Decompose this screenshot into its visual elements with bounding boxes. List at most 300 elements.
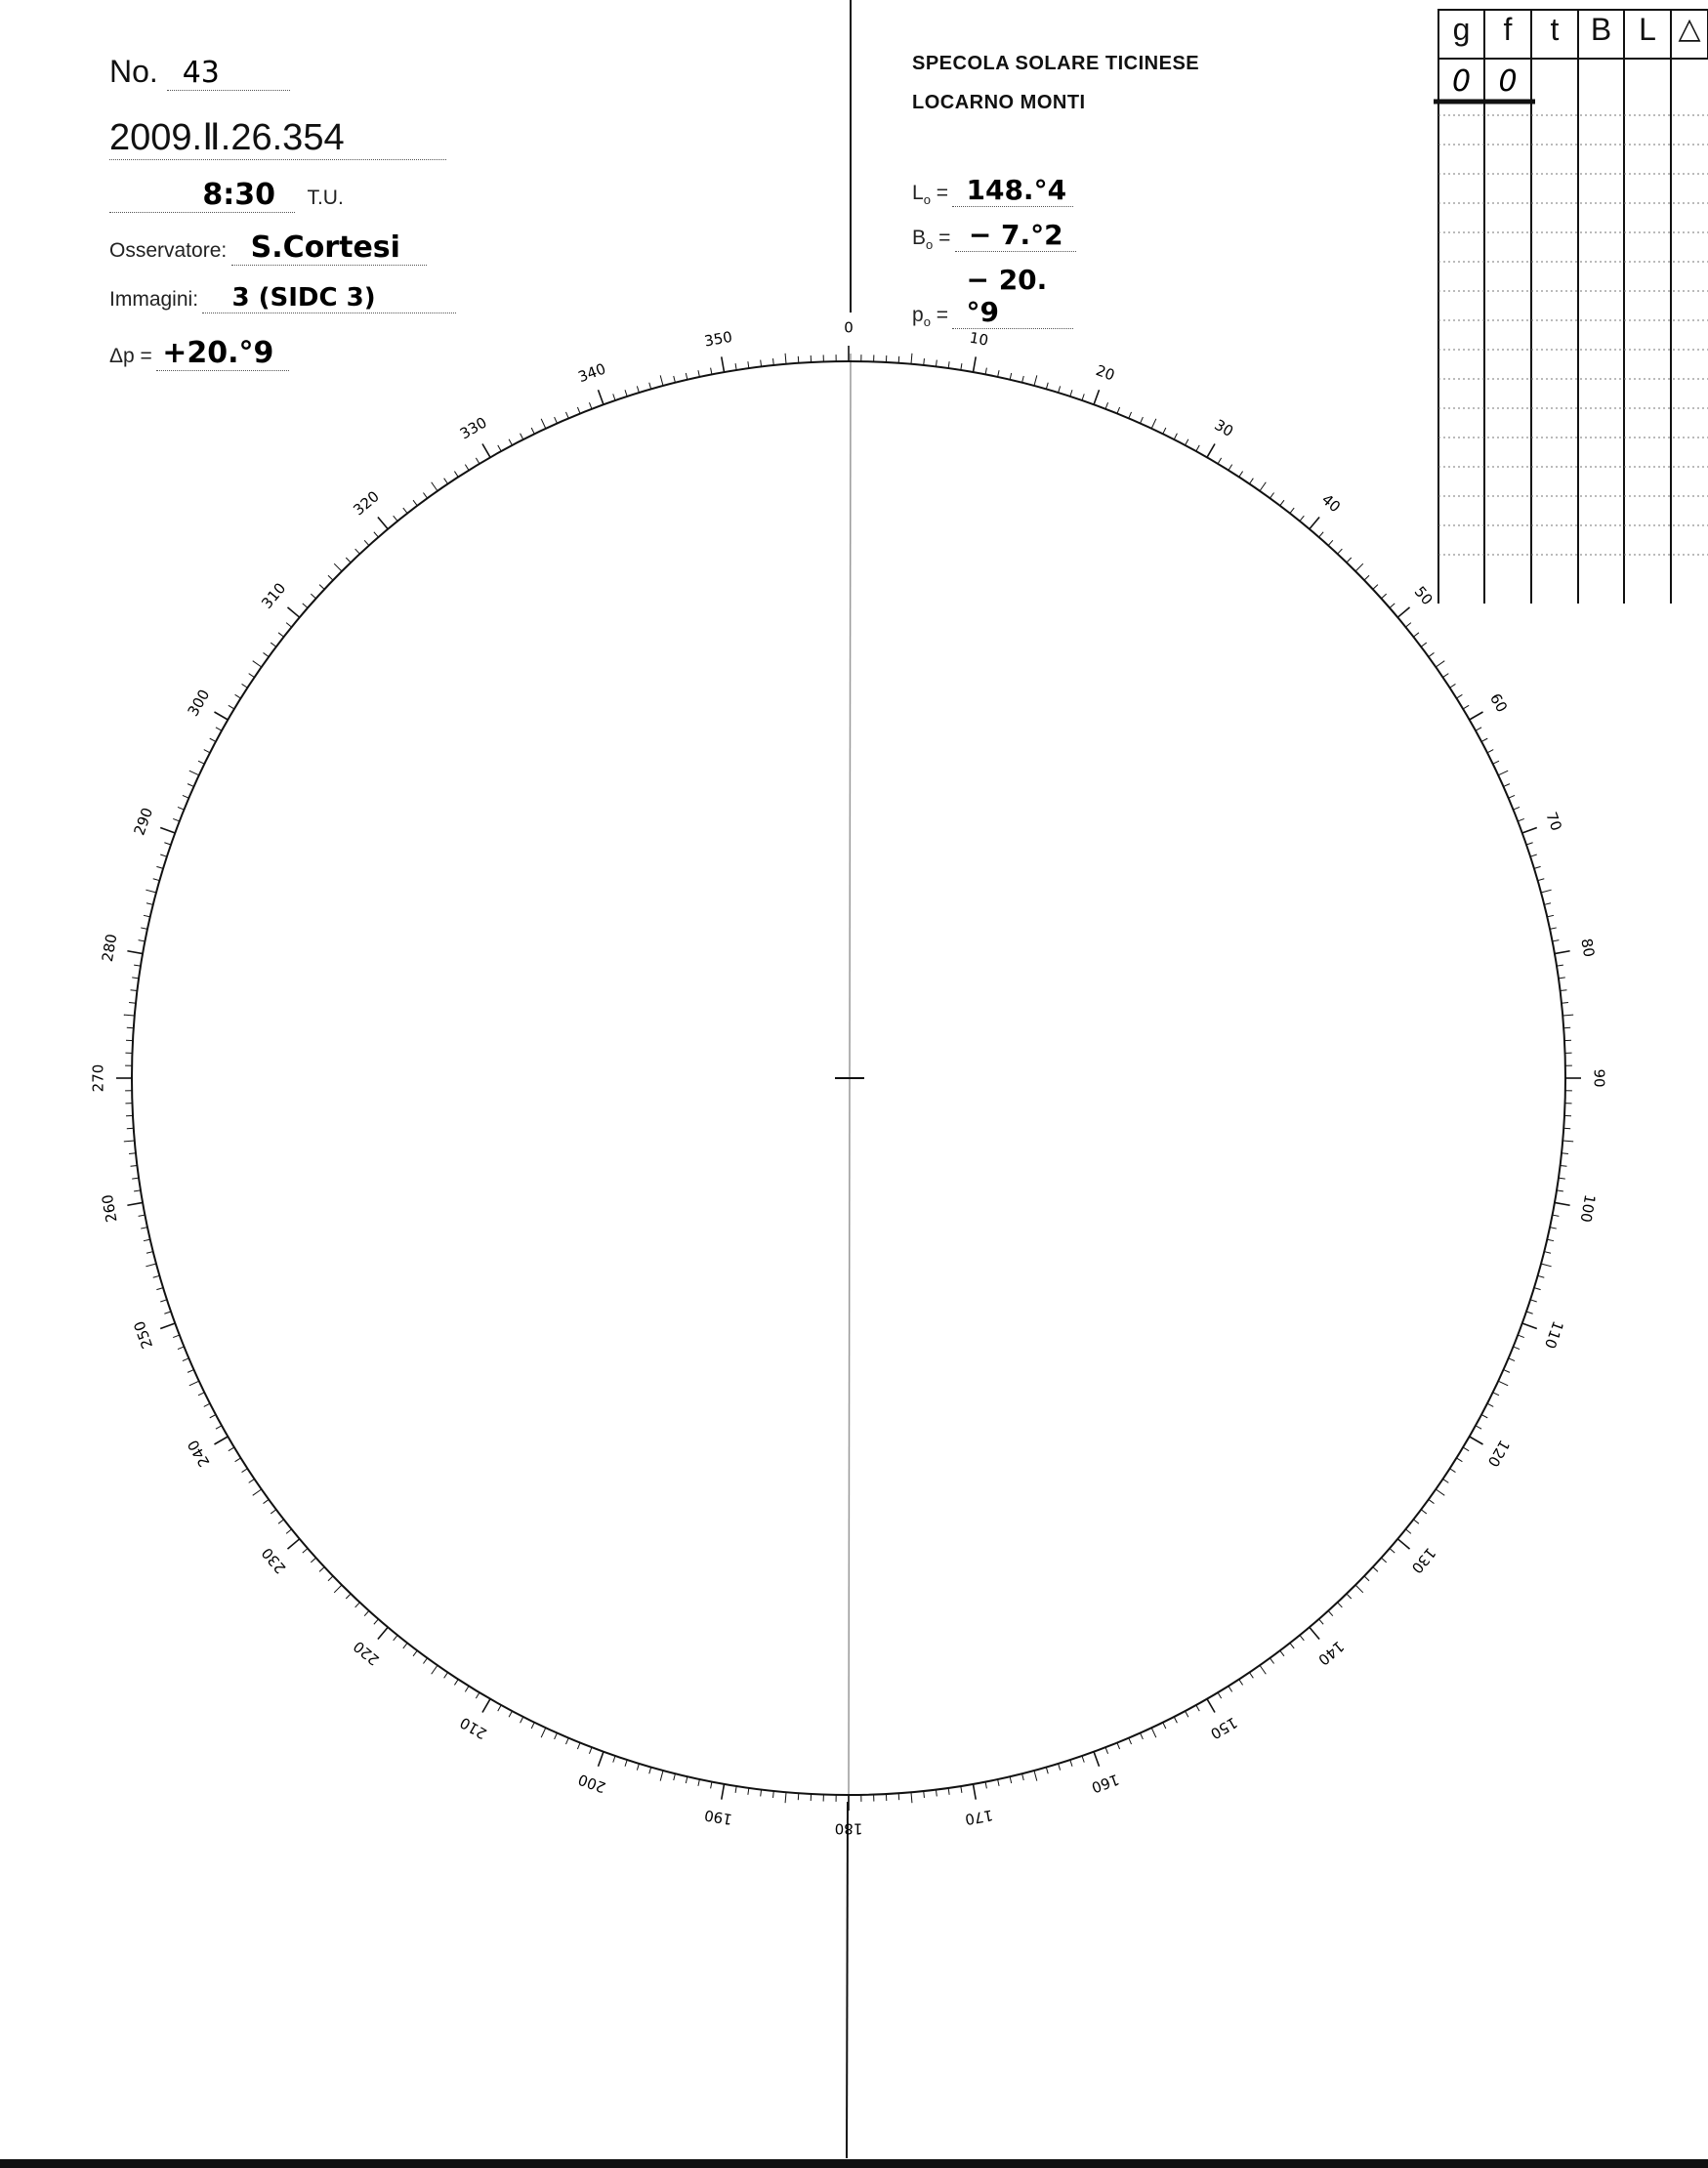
degree-tick bbox=[1518, 1335, 1524, 1338]
degree-tick bbox=[1509, 1358, 1515, 1361]
degree-tick bbox=[198, 761, 204, 764]
degree-tick bbox=[722, 1784, 725, 1800]
degree-tick bbox=[413, 1650, 417, 1656]
degree-label: 40 bbox=[1317, 490, 1345, 517]
degree-label: 30 bbox=[1211, 415, 1237, 441]
B0-label: $B_o$ = bbox=[912, 227, 951, 253]
degree-tick bbox=[146, 890, 156, 893]
degree-tick bbox=[1559, 1178, 1565, 1179]
col-t: t bbox=[1550, 12, 1560, 47]
degree-tick bbox=[198, 1393, 204, 1396]
degree-tick bbox=[1094, 390, 1099, 404]
degree-label: 100 bbox=[1576, 1192, 1600, 1225]
degree-tick bbox=[1498, 1381, 1508, 1386]
degree-tick bbox=[1186, 1711, 1188, 1717]
degree-tick bbox=[948, 1788, 949, 1795]
degree-tick bbox=[153, 1275, 160, 1277]
degree-tick bbox=[144, 1239, 150, 1241]
degree-tick bbox=[1196, 445, 1199, 451]
degree-tick bbox=[498, 1705, 501, 1711]
col-f: f bbox=[1503, 12, 1513, 47]
degree-tick bbox=[214, 712, 228, 720]
degree-tick bbox=[334, 563, 342, 571]
degree-tick bbox=[253, 661, 262, 667]
degree-tick bbox=[649, 1768, 651, 1774]
sunspot-table-grid bbox=[1434, 10, 1708, 604]
degree-tick bbox=[1557, 1190, 1563, 1191]
degree-tick bbox=[178, 1347, 184, 1350]
degree-tick bbox=[286, 1529, 291, 1533]
degree-tick bbox=[319, 585, 324, 590]
degree-tick bbox=[1443, 1479, 1449, 1482]
degree-tick bbox=[1553, 1215, 1560, 1216]
degree-tick bbox=[1280, 500, 1284, 506]
degree-tick bbox=[1355, 563, 1363, 571]
degree-tick bbox=[1421, 1510, 1427, 1514]
degree-tick bbox=[187, 784, 193, 787]
degree-tick bbox=[1405, 623, 1410, 627]
degree-tick bbox=[1207, 1699, 1215, 1713]
degree-tick bbox=[1413, 1520, 1419, 1523]
degree-tick bbox=[1094, 1752, 1099, 1767]
degree-tick bbox=[465, 465, 469, 471]
L0-value: 148.°4 bbox=[952, 174, 1073, 207]
degree-tick bbox=[1429, 1499, 1435, 1503]
degree-tick bbox=[139, 940, 146, 941]
time-unit: T.U. bbox=[307, 187, 344, 209]
degree-tick bbox=[1010, 373, 1012, 380]
degree-tick bbox=[482, 443, 490, 457]
degree-tick bbox=[1481, 1415, 1487, 1418]
degree-tick bbox=[1562, 1141, 1573, 1142]
degree-tick bbox=[1218, 458, 1222, 464]
degree-tick bbox=[961, 363, 962, 370]
degree-tick bbox=[1163, 428, 1166, 434]
col-g: g bbox=[1452, 12, 1471, 47]
table-rows bbox=[1438, 115, 1708, 555]
degree-tick bbox=[985, 1782, 986, 1789]
degree-tick bbox=[1338, 1603, 1343, 1607]
degree-tick bbox=[1555, 1202, 1570, 1205]
degree-tick bbox=[1504, 784, 1510, 787]
degree-tick bbox=[1436, 1489, 1444, 1495]
degree-tick bbox=[1046, 383, 1048, 390]
degree-tick bbox=[1196, 1705, 1199, 1711]
degree-tick bbox=[531, 1723, 534, 1729]
degree-tick bbox=[973, 1784, 976, 1800]
degree-tick bbox=[521, 434, 523, 439]
degree-label: 130 bbox=[1407, 1544, 1439, 1577]
degree-tick bbox=[216, 1426, 222, 1429]
degree-label: 350 bbox=[702, 327, 734, 351]
degree-tick bbox=[253, 1489, 262, 1495]
degree-tick bbox=[1526, 1312, 1533, 1313]
degree-tick bbox=[1310, 517, 1319, 528]
degree-label: 240 bbox=[184, 1437, 214, 1471]
B0-value: − 7.°2 bbox=[955, 219, 1076, 252]
degree-tick bbox=[1498, 771, 1508, 775]
col-B: B bbox=[1590, 12, 1612, 47]
degree-tick bbox=[403, 1643, 407, 1648]
degree-tick bbox=[1117, 1743, 1120, 1749]
degree-tick bbox=[1364, 575, 1369, 580]
degree-tick bbox=[1381, 594, 1386, 599]
degree-tick bbox=[1547, 915, 1554, 917]
degree-tick bbox=[589, 1747, 592, 1754]
bottom-edge-band bbox=[0, 2159, 1708, 2168]
degree-tick bbox=[146, 903, 153, 905]
degree-tick bbox=[271, 1510, 276, 1514]
degree-tick bbox=[160, 855, 167, 856]
degree-tick bbox=[1514, 807, 1520, 810]
degree-tick bbox=[334, 1585, 342, 1593]
table-row bbox=[1438, 64, 1531, 99]
degree-tick bbox=[1476, 1426, 1481, 1429]
degree-tick bbox=[187, 1370, 193, 1373]
degree-tick bbox=[1260, 1665, 1266, 1674]
degree-tick bbox=[1290, 1643, 1294, 1648]
degree-tick bbox=[1413, 633, 1419, 637]
degree-tick bbox=[413, 500, 417, 506]
degree-tick bbox=[210, 738, 216, 741]
degree-tick bbox=[1450, 1469, 1456, 1473]
degree-tick bbox=[394, 1635, 397, 1640]
degree-tick bbox=[1070, 1760, 1072, 1767]
degree-tick bbox=[711, 368, 712, 375]
degree-tick bbox=[1397, 1539, 1409, 1549]
degree-tick bbox=[911, 1792, 912, 1803]
degree-label: 110 bbox=[1540, 1318, 1567, 1352]
degree-tick bbox=[509, 1711, 512, 1717]
degree-label: 20 bbox=[1093, 361, 1117, 385]
degree-tick bbox=[722, 356, 725, 372]
degree-tick bbox=[589, 402, 592, 409]
degree-tick bbox=[698, 1779, 699, 1786]
degree-tick bbox=[1373, 585, 1378, 590]
degree-tick bbox=[160, 827, 175, 832]
degree-tick bbox=[985, 368, 986, 375]
degree-tick bbox=[1514, 1347, 1520, 1350]
degree-tick bbox=[625, 1760, 627, 1767]
degree-tick bbox=[748, 361, 749, 368]
degree-tick bbox=[936, 1790, 937, 1797]
degree-tick bbox=[660, 1771, 663, 1781]
degree-label: 210 bbox=[456, 1713, 490, 1743]
degree-tick bbox=[444, 479, 448, 484]
degree-tick bbox=[577, 407, 580, 413]
degree-tick bbox=[1022, 376, 1024, 383]
degree-tick bbox=[129, 1003, 136, 1004]
degree-tick bbox=[127, 1202, 143, 1205]
degree-tick bbox=[1487, 1403, 1493, 1406]
degree-tick bbox=[287, 607, 299, 617]
degree-tick bbox=[1405, 1529, 1410, 1533]
degree-tick bbox=[132, 978, 139, 979]
degree-label: 50 bbox=[1410, 582, 1437, 609]
degree-tick bbox=[1456, 1458, 1462, 1462]
degree-tick bbox=[1562, 1003, 1568, 1004]
degree-tick bbox=[146, 1252, 153, 1254]
degree-tick bbox=[565, 1738, 568, 1744]
degree-tick bbox=[210, 1415, 216, 1418]
degree-tick bbox=[1129, 412, 1132, 418]
degree-tick bbox=[1463, 705, 1469, 709]
degree-tick bbox=[160, 1323, 175, 1328]
degree-tick bbox=[748, 1788, 749, 1795]
degree-tick bbox=[1105, 402, 1108, 409]
degree-tick bbox=[131, 990, 138, 991]
degree-tick bbox=[1522, 827, 1537, 832]
degree-tick bbox=[346, 1594, 351, 1599]
degree-label: 200 bbox=[575, 1770, 608, 1797]
degree-tick bbox=[1364, 1576, 1369, 1581]
degree-tick bbox=[1310, 1627, 1319, 1639]
degree-tick bbox=[444, 1673, 448, 1679]
time-value: 8:30 bbox=[109, 178, 295, 213]
degree-tick bbox=[1163, 1723, 1166, 1729]
degree-tick bbox=[153, 879, 160, 881]
degree-tick bbox=[1390, 604, 1395, 608]
degree-tick bbox=[686, 373, 687, 380]
degree-tick bbox=[649, 383, 651, 390]
degree-tick bbox=[773, 1791, 774, 1798]
degree-tick bbox=[1550, 1228, 1557, 1229]
degree-label: 170 bbox=[963, 1806, 995, 1829]
degree-tick bbox=[521, 1717, 523, 1723]
degree-tick bbox=[541, 1728, 546, 1737]
degree-tick bbox=[686, 1776, 687, 1783]
degree-tick bbox=[1487, 750, 1493, 753]
degree-label: 250 bbox=[130, 1318, 157, 1352]
degree-tick bbox=[1151, 1728, 1156, 1737]
degree-tick bbox=[1421, 643, 1427, 646]
degree-tick bbox=[1117, 407, 1120, 413]
degree-tick bbox=[1319, 1619, 1324, 1624]
degree-tick bbox=[1544, 903, 1551, 905]
degree-tick bbox=[1151, 419, 1156, 429]
degree-tick bbox=[660, 375, 663, 386]
degree-tick bbox=[1034, 1771, 1037, 1781]
degree-tick bbox=[454, 1680, 458, 1686]
degree-tick bbox=[355, 1603, 360, 1607]
degree-tick bbox=[141, 928, 147, 929]
degree-tick bbox=[235, 694, 241, 698]
degree-tick bbox=[613, 1756, 615, 1763]
degree-tick bbox=[476, 1692, 479, 1698]
degree-tick bbox=[1493, 1393, 1499, 1396]
degree-tick bbox=[1174, 434, 1177, 439]
degree-label: 310 bbox=[258, 579, 290, 612]
observatory-name: SPECOLA SOLARE TICINESE bbox=[912, 53, 1200, 74]
degree-tick bbox=[1397, 607, 1409, 617]
degree-tick bbox=[1373, 1567, 1378, 1572]
degree-tick bbox=[1249, 479, 1253, 484]
degree-tick bbox=[141, 1228, 147, 1229]
degree-tick bbox=[1300, 516, 1304, 521]
degree-tick bbox=[124, 1015, 135, 1016]
degree-tick bbox=[164, 1312, 171, 1313]
degree-label: 70 bbox=[1542, 810, 1565, 834]
degree-tick bbox=[1470, 1437, 1483, 1444]
degree-tick bbox=[146, 1264, 156, 1267]
degree-label: 80 bbox=[1577, 937, 1599, 959]
degree-tick bbox=[204, 1403, 210, 1406]
degree-tick bbox=[555, 1733, 558, 1739]
degree-tick bbox=[264, 1499, 270, 1503]
degree-label: 150 bbox=[1207, 1713, 1241, 1743]
degree-tick bbox=[1481, 738, 1487, 741]
degree-tick bbox=[613, 394, 615, 400]
cell-g: 0 bbox=[1451, 64, 1472, 99]
degree-tick bbox=[1456, 694, 1462, 698]
degree-tick bbox=[1328, 540, 1333, 545]
degree-tick bbox=[1530, 855, 1537, 856]
degree-tick bbox=[973, 356, 976, 372]
degree-tick bbox=[598, 1752, 603, 1767]
degree-tick bbox=[131, 1165, 138, 1166]
observatory-location: LOCARNO MONTI bbox=[912, 92, 1086, 113]
degree-tick bbox=[1338, 549, 1343, 554]
degree-tick bbox=[454, 472, 458, 478]
degree-tick bbox=[1229, 465, 1232, 471]
degree-tick bbox=[598, 390, 603, 404]
degree-tick bbox=[1319, 532, 1324, 537]
degree-tick bbox=[132, 1178, 139, 1179]
degree-label: 0 bbox=[844, 318, 854, 337]
degree-tick bbox=[1347, 558, 1352, 563]
degree-label: 180 bbox=[834, 1819, 863, 1838]
degree-tick bbox=[394, 516, 397, 521]
degree-tick bbox=[1557, 965, 1563, 966]
degree-tick bbox=[303, 604, 308, 608]
degree-tick bbox=[134, 965, 141, 966]
degree-label: 90 bbox=[1590, 1068, 1608, 1088]
degree-tick bbox=[204, 750, 210, 753]
degree-tick bbox=[346, 558, 351, 563]
degree-tick bbox=[1207, 443, 1215, 457]
degree-tick bbox=[948, 361, 949, 368]
degree-tick bbox=[911, 354, 912, 364]
lower-axis-line bbox=[847, 1802, 848, 2158]
degree-tick bbox=[1534, 1288, 1541, 1290]
degree-tick bbox=[1509, 795, 1515, 798]
degree-label: 190 bbox=[702, 1806, 734, 1829]
degree-tick bbox=[1436, 661, 1444, 667]
degree-tick bbox=[1141, 1733, 1144, 1739]
delta-p-value: +20.°9 bbox=[156, 336, 289, 371]
degree-tick bbox=[1522, 1323, 1537, 1328]
degree-tick bbox=[1260, 482, 1266, 491]
degree-tick bbox=[482, 1699, 490, 1713]
degree-tick bbox=[1010, 1776, 1012, 1783]
record-number-label: No. bbox=[109, 54, 158, 89]
degree-tick bbox=[961, 1786, 962, 1793]
degree-tick bbox=[1538, 1275, 1545, 1277]
degree-tick bbox=[287, 1539, 299, 1549]
degree-tick bbox=[423, 493, 427, 499]
degree-tick bbox=[1280, 1650, 1284, 1656]
degree-tick bbox=[1105, 1747, 1108, 1754]
degree-tick bbox=[173, 1335, 180, 1338]
degree-tick bbox=[1390, 1549, 1395, 1554]
degree-tick bbox=[378, 1627, 388, 1639]
degree-tick bbox=[271, 643, 276, 646]
degree-tick bbox=[1290, 508, 1294, 514]
p0-label: $p_o$ = bbox=[912, 304, 949, 330]
degree-tick bbox=[1300, 1635, 1304, 1640]
degree-tick bbox=[1270, 1658, 1273, 1664]
degree-tick bbox=[465, 1686, 469, 1691]
degree-tick bbox=[1082, 394, 1084, 400]
degree-tick bbox=[924, 358, 925, 365]
degree-tick bbox=[249, 674, 255, 678]
degree-tick bbox=[674, 376, 676, 383]
degree-tick bbox=[761, 1790, 762, 1797]
degree-tick bbox=[1059, 386, 1061, 393]
degree-tick bbox=[1174, 1717, 1177, 1723]
degree-tick bbox=[173, 818, 180, 821]
degree-tick bbox=[1082, 1756, 1084, 1763]
degree-tick bbox=[1544, 1252, 1551, 1254]
degree-tick bbox=[278, 633, 284, 637]
degree-tick bbox=[1450, 684, 1456, 688]
degree-tick bbox=[1553, 940, 1560, 941]
degree-tick bbox=[364, 540, 369, 545]
degree-tick bbox=[1561, 990, 1567, 991]
degree-tick bbox=[565, 412, 568, 418]
degree-tick bbox=[311, 594, 315, 599]
degree-tick bbox=[735, 363, 736, 370]
degree-tick bbox=[378, 517, 388, 528]
degree-tick bbox=[1518, 818, 1524, 821]
degree-tick bbox=[1429, 652, 1435, 656]
degree-tick bbox=[264, 652, 270, 656]
degree-tick bbox=[374, 1619, 379, 1624]
degree-tick bbox=[134, 1190, 141, 1191]
degree-tick bbox=[1059, 1764, 1061, 1771]
degree-tick bbox=[1530, 1300, 1537, 1302]
degree-tick bbox=[156, 1288, 163, 1290]
degree-tick bbox=[278, 1520, 284, 1523]
degree-tick bbox=[235, 1458, 241, 1462]
degree-label: 60 bbox=[1485, 689, 1512, 716]
degree-tick bbox=[355, 549, 360, 554]
degree-tick bbox=[936, 360, 937, 367]
degree-label: 300 bbox=[184, 686, 214, 720]
degree-tick bbox=[374, 532, 379, 537]
degree-tick bbox=[189, 1381, 199, 1386]
degree-tick bbox=[1476, 728, 1481, 730]
table-header bbox=[1438, 12, 1708, 57]
observer-value: S.Cortesi bbox=[231, 230, 427, 266]
record-number-value: 43 bbox=[167, 56, 290, 91]
degree-tick bbox=[403, 508, 407, 514]
degree-tick bbox=[1070, 390, 1072, 396]
degree-tick bbox=[1504, 1370, 1510, 1373]
degree-tick bbox=[1239, 472, 1243, 478]
degree-tick bbox=[761, 360, 762, 367]
degree-label: 330 bbox=[456, 413, 490, 443]
degree-tick bbox=[229, 1447, 234, 1451]
degree-tick bbox=[924, 1791, 925, 1798]
degree-tick bbox=[127, 951, 143, 954]
degree-tick bbox=[1229, 1686, 1232, 1691]
degree-tick bbox=[178, 807, 184, 810]
images-value: 3 (SIDC 3) bbox=[202, 283, 456, 313]
degree-tick bbox=[541, 419, 546, 429]
degree-tick bbox=[139, 1215, 146, 1216]
degree-tick bbox=[1186, 439, 1188, 445]
